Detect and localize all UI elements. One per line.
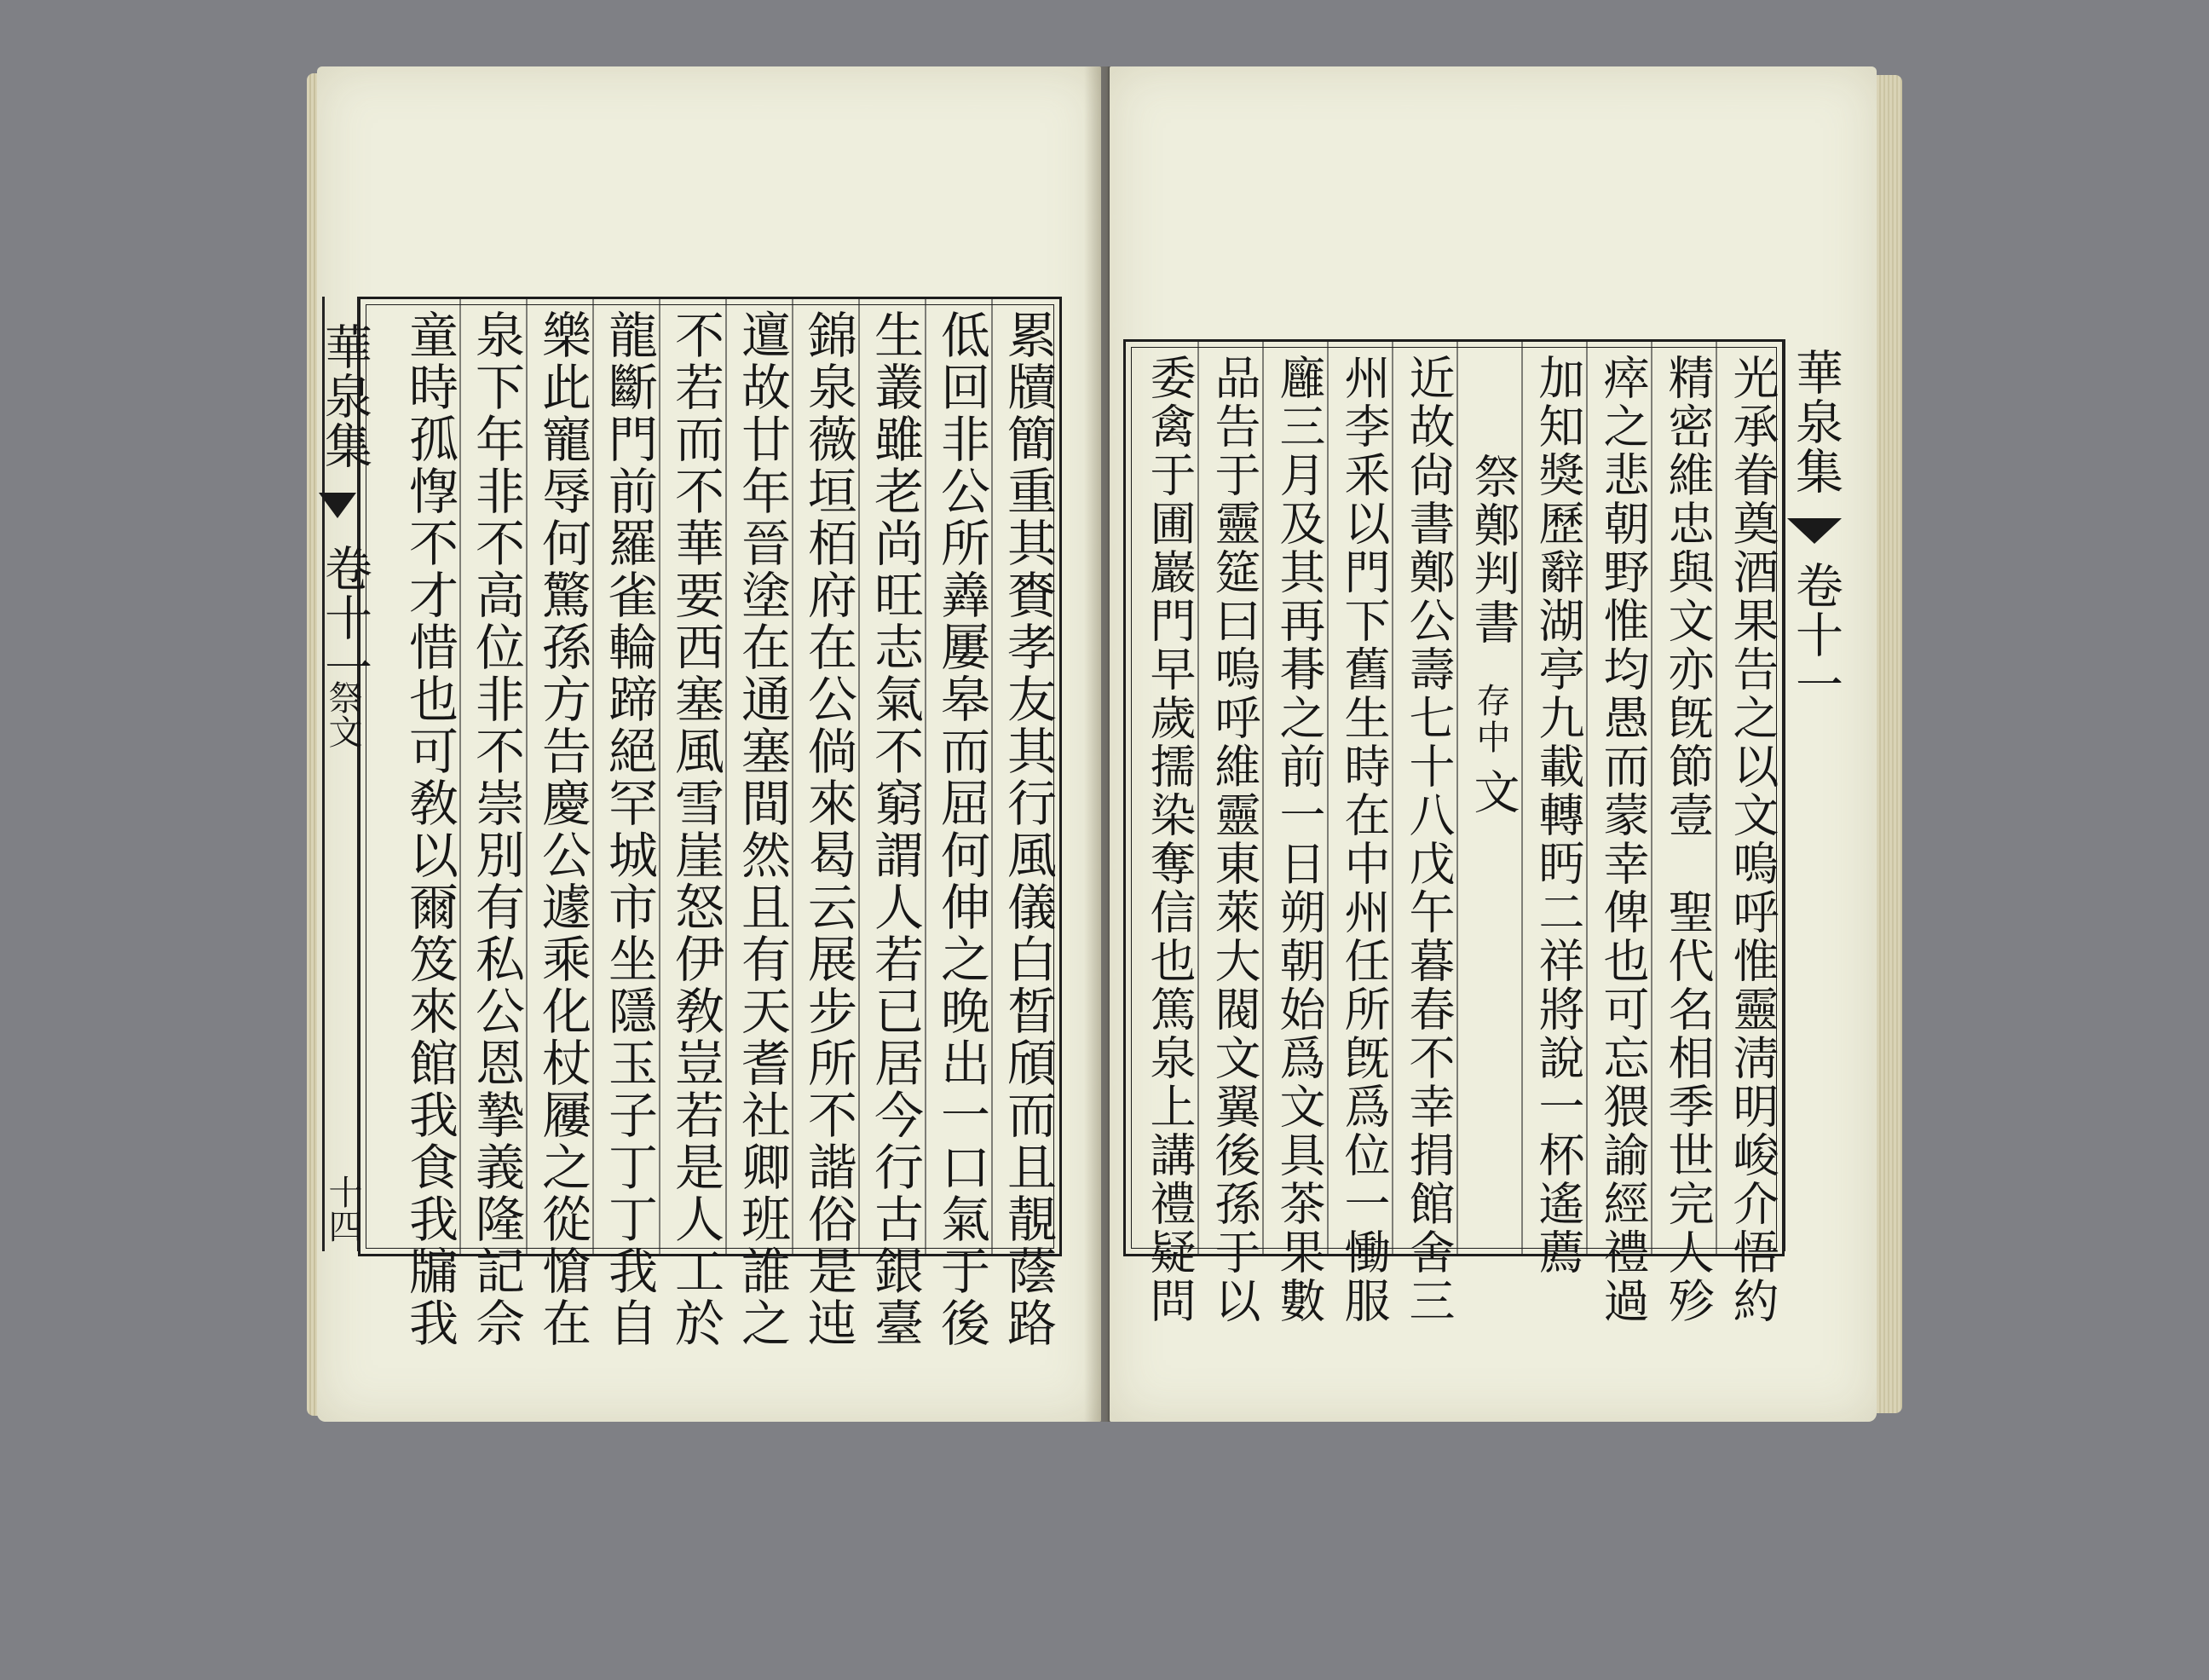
left-col-9: 泉下年非不高位非不崇別有私公恩摯義隆記佘 (467, 309, 525, 1349)
right-book-title: 華泉集 (1788, 348, 1843, 496)
left-volume: 卷十一 (317, 544, 372, 692)
left-col-10: 童時孤惸不才惜也可敎以爾笈來館我食我牖我 (401, 309, 459, 1349)
left-col-8: 樂此寵辱何驚孫方告慶公遽乘化杖屨之從愴在 (534, 309, 591, 1349)
left-col-6: 不若而不華要西塞風雪崖怒伊敎豈若是人工於 (666, 309, 724, 1349)
left-col-7: 龍斷門前羅雀輪蹄絕罕城市坐隱玉子丁丁我自 (600, 309, 658, 1349)
left-col-5: 邅故廿年晉塗在通塞間然且有天耆社卿班誰之 (733, 309, 791, 1349)
essay-col-3: 廱三月及其再朞之前一日朔朝始爲文具茶果數 (1272, 354, 1326, 1325)
right-page (1110, 66, 1877, 1422)
left-col-1: 累牘簡重其賚孝友其行風儀白晳頎而且靚蔭路 (999, 309, 1057, 1349)
essay-col-4: 品告于靈筵曰嗚呼維靈東萊大閥文翼後孫于以 (1208, 354, 1261, 1325)
left-book-title: 華泉集 (317, 322, 372, 471)
right-text-frame (1123, 339, 1785, 1325)
left-col-2: 低回非公所羴屢皋而屈何伸之晚出一口氣于後 (932, 309, 990, 1349)
left-col-4: 錦泉薇垣栢府在公倘來曷云展步所不諧俗是迍 (799, 309, 857, 1349)
essay-col-1: 近故尙書鄭公壽七十八戊午暮春不幸捐館舍三 (1402, 354, 1456, 1325)
essay-col-2: 州李釆以門下舊生時在中州任所旣爲位一慟服 (1337, 354, 1391, 1325)
essay-note: 存中 (1471, 683, 1510, 756)
essay-title-suffix: 文 (1467, 768, 1520, 817)
right-col-2: 精密維忠與文亦旣節壹 聖代名相季世完人殄 (1661, 354, 1715, 1325)
page-edges-right (1877, 75, 1902, 1413)
left-text-frame (358, 297, 1062, 1349)
left-page (317, 66, 1101, 1422)
open-book (317, 66, 1902, 1430)
essay-title: 祭鄭判書 (1467, 453, 1520, 647)
right-volume: 卷十一 (1788, 561, 1843, 709)
left-col-3: 生叢雖老尚旺志氣不窮謂人若已居今行古銀臺 (866, 309, 924, 1349)
right-col-4: 加知獎歷辭湖亭九載轉眄二祥將說一杯遙薦 (1531, 354, 1585, 1277)
left-page-number: 十四 (323, 1175, 362, 1243)
right-col-3: 瘁之悲朝野惟均愚而蒙幸俾也可忘猥諭經禮過 (1596, 354, 1650, 1325)
right-col-1: 光承眷奠酒果告之以文嗚呼惟靈淸明峻介悟約 (1726, 354, 1779, 1325)
essay-col-5: 委禽于圃巖門早歲擩染奪信也篤泉上講禮疑問 (1143, 354, 1197, 1325)
left-section: 祭文 (323, 680, 362, 748)
